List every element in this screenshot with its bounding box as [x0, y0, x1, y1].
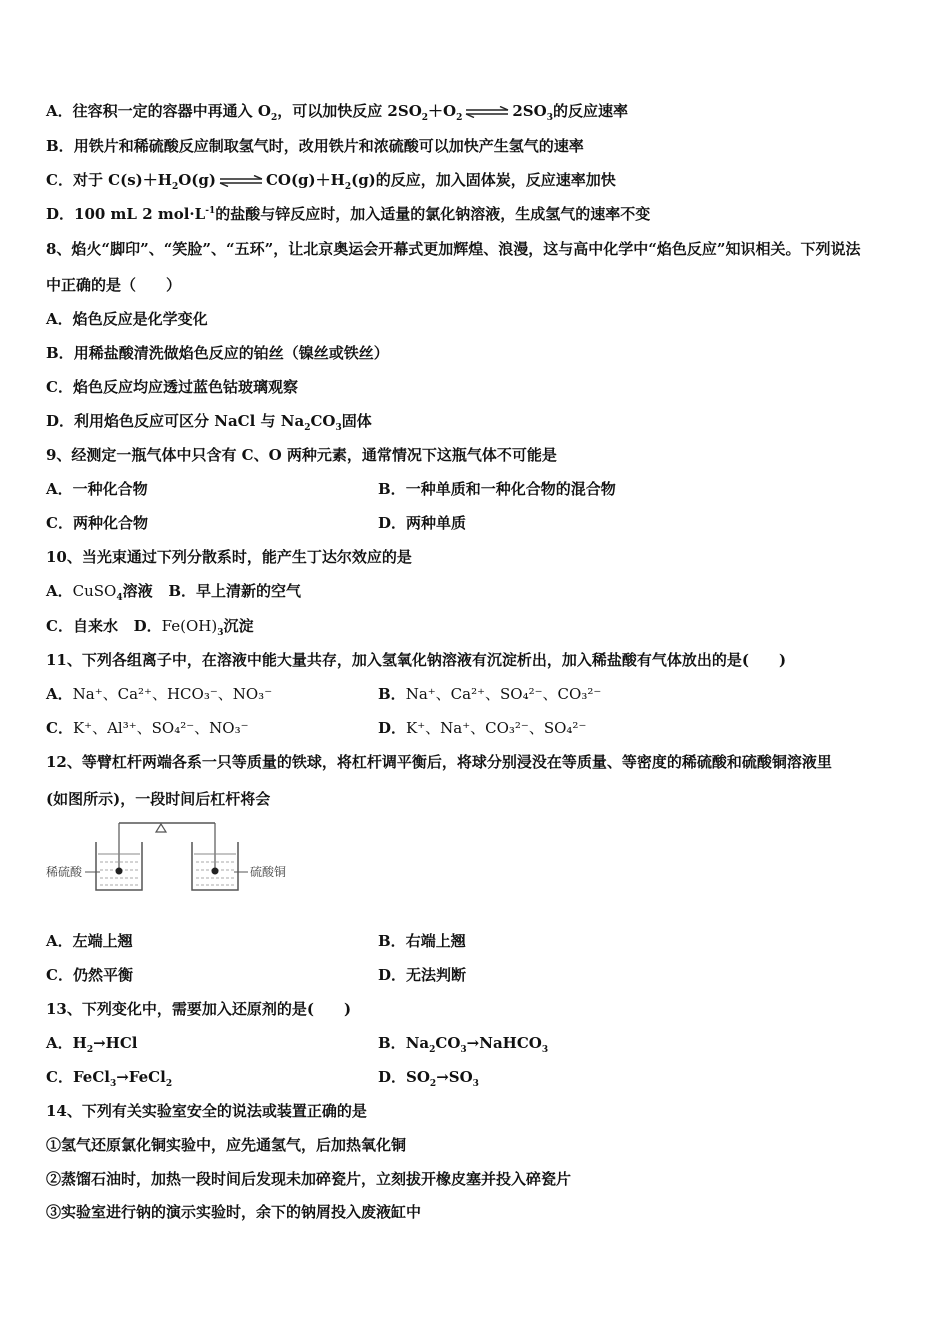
q8-option-d: D．利用焰色反应可区分 NaCl 与 $Na_2CO_3$固体 — [46, 412, 372, 433]
option-label: C． — [46, 1068, 73, 1086]
option-label: C． — [46, 617, 73, 635]
option-label: B． — [378, 1034, 406, 1052]
option-label: A． — [46, 932, 73, 950]
option-label: D． — [46, 205, 75, 223]
q12-option-c: C．仍然平衡 — [46, 966, 133, 984]
q12-option-b: B．右端上翘 — [378, 932, 466, 950]
q11-option-b: B．Na⁺、Ca²⁺、SO₄²⁻、CO₃²⁻ — [378, 685, 602, 703]
q13-option-c: C．FeCl$_3$→FeCl$_2$ — [46, 1068, 173, 1089]
q10-option-b: B．早上清新的空气 — [168, 582, 302, 600]
equilibrium-arrow-icon — [464, 106, 510, 118]
option-label: B． — [378, 685, 406, 703]
option-label: D． — [378, 966, 407, 984]
q11-stem: 11、下列各组离子中，在溶液中能大量共存，加入氢氧化钠溶液有沉淀析出，加入稀盐酸有气体放出的是( ) — [46, 651, 787, 669]
option-label: A． — [46, 685, 73, 703]
q11-option-c: C．K⁺、Al³⁺、SO₄²⁻、NO₃⁻ — [46, 719, 249, 737]
option-label: A． — [46, 310, 73, 328]
option-label: B． — [46, 137, 74, 155]
q7-option-b: B．用铁片和稀硫酸反应制取氢气时，改用铁片和浓硫酸可以加快产生氢气的速率 — [46, 137, 584, 155]
q13-option-b: B．$Na_2CO_3\to NaHCO_3$ — [378, 1034, 549, 1055]
option-label: B． — [46, 344, 74, 362]
q9-option-c: C．两种化合物 — [46, 514, 148, 532]
option-label: D． — [378, 1068, 407, 1086]
option-label: D． — [46, 412, 75, 430]
option-label: D． — [378, 719, 407, 737]
option-label: D． — [133, 617, 162, 635]
option-label: C． — [46, 719, 73, 737]
option-label: C． — [46, 966, 73, 984]
option-label: A． — [46, 480, 73, 498]
q9-stem: 9、经测定一瓶气体中只含有 C、O 两种元素，通常情况下这瓶气体不可能是 — [46, 446, 557, 464]
q7-option-d: D．100 mL 2 $mol\cdot L^{-1}$的盐酸与锌反应时，加入适量的氯化钠溶液，生成氢气的速率不变 — [46, 205, 651, 223]
q10-option-c: C．自来水 — [46, 617, 118, 635]
q12-option-a: A．左端上翘 — [46, 932, 133, 950]
q8-stem-continued: 中正确的是（ ） — [46, 276, 182, 294]
q10-option-a: A．CuSO$_4$溶液 — [46, 582, 153, 603]
option-label: D． — [378, 514, 407, 532]
option-label: C． — [46, 378, 73, 396]
q14-item-1: ①氢气还原氯化铜实验中，应先通氢气，后加热氧化铜 — [46, 1136, 407, 1154]
iron-ball-icon — [212, 868, 219, 875]
q12-stem-continued: (如图所示)，一段时间后杠杆将会 — [46, 790, 271, 808]
q13-option-a: A．$H_2\to HCl$ — [46, 1034, 138, 1055]
equilibrium-arrow-icon — [218, 175, 264, 187]
q14-item-2: ②蒸馏石油时，加热一段时间后发现未加碎瓷片，立刻拔开橡皮塞并投入碎瓷片 — [46, 1170, 572, 1188]
q14-stem: 14、下列有关实验室安全的说法或装置正确的是 — [46, 1102, 367, 1120]
option-label: A． — [46, 102, 73, 120]
q9-option-b: B．一种单质和一种化合物的混合物 — [378, 480, 616, 498]
q10-options-cd — [46, 615, 253, 637]
q7-option-c: C．对于 $C(s)+H_2O(g)$ $CO(g)+H_2(g)$的反应，加入固体炭，反应速率加快 — [46, 171, 616, 192]
lever-beaker-figure — [44, 818, 294, 900]
q9-option-a: A．一种化合物 — [46, 480, 148, 498]
option-label: B． — [378, 932, 406, 950]
q14-item-3: ③实验室进行钠的演示实验时，余下的钠屑投入废液缸中 — [46, 1203, 422, 1221]
iron-ball-icon — [116, 868, 123, 875]
option-label: C． — [46, 514, 73, 532]
q13-stem: 13、下列变化中，需要加入还原剂的是( ) — [46, 1000, 352, 1018]
q11-option-a: A．Na⁺、Ca²⁺、HCO₃⁻、NO₃⁻ — [46, 685, 273, 703]
q10-stem: 10、当光束通过下列分散系时，能产生丁达尔效应的是 — [46, 548, 412, 566]
q7-option-a: A．往容积一定的容器中再通入 $O_2$，可以加快反应 $2SO_2+O_2$ $2SO_3$的反应速率 — [46, 102, 628, 123]
q8-option-c: C．焰色反应均应透过蓝色钴玻璃观察 — [46, 378, 298, 396]
q10-option-d: D．$Fe(OH)_3$沉淀 — [133, 617, 254, 638]
q10-options-ab — [46, 580, 301, 602]
figure-label-left: 稀硫酸 — [46, 865, 83, 879]
q8-stem: 8、焰火“脚印”、“笑脸”、“五环”，让北京奥运会开幕式更加辉煌、浪漫，这与高中化学中“焰色反应”知识相关。下列说法 — [46, 240, 861, 258]
figure-label-right: 硫酸铜 — [250, 865, 287, 879]
option-label: B． — [168, 582, 196, 600]
fulcrum-icon — [156, 824, 166, 832]
option-label: A． — [46, 582, 73, 600]
q13-option-d: D．$SO_2\to SO_3$ — [378, 1068, 479, 1089]
q8-option-a: A．焰色反应是化学变化 — [46, 310, 208, 328]
option-label: C． — [46, 171, 73, 189]
q11-option-d: D．K⁺、Na⁺、CO₃²⁻、SO₄²⁻ — [378, 719, 587, 737]
option-label: A． — [46, 1034, 73, 1052]
q12-stem: 12、等臂杠杆两端各系一只等质量的铁球，将杠杆调平衡后，将球分别浸没在等质量、等密度的稀硫酸和硫酸铜溶液里 — [46, 753, 832, 771]
q9-option-d: D．两种单质 — [378, 514, 467, 532]
q8-option-b: B．用稀盐酸清洗做焰色反应的铂丝（镍丝或铁丝） — [46, 344, 389, 362]
q12-option-d: D．无法判断 — [378, 966, 467, 984]
option-label: B． — [378, 480, 406, 498]
